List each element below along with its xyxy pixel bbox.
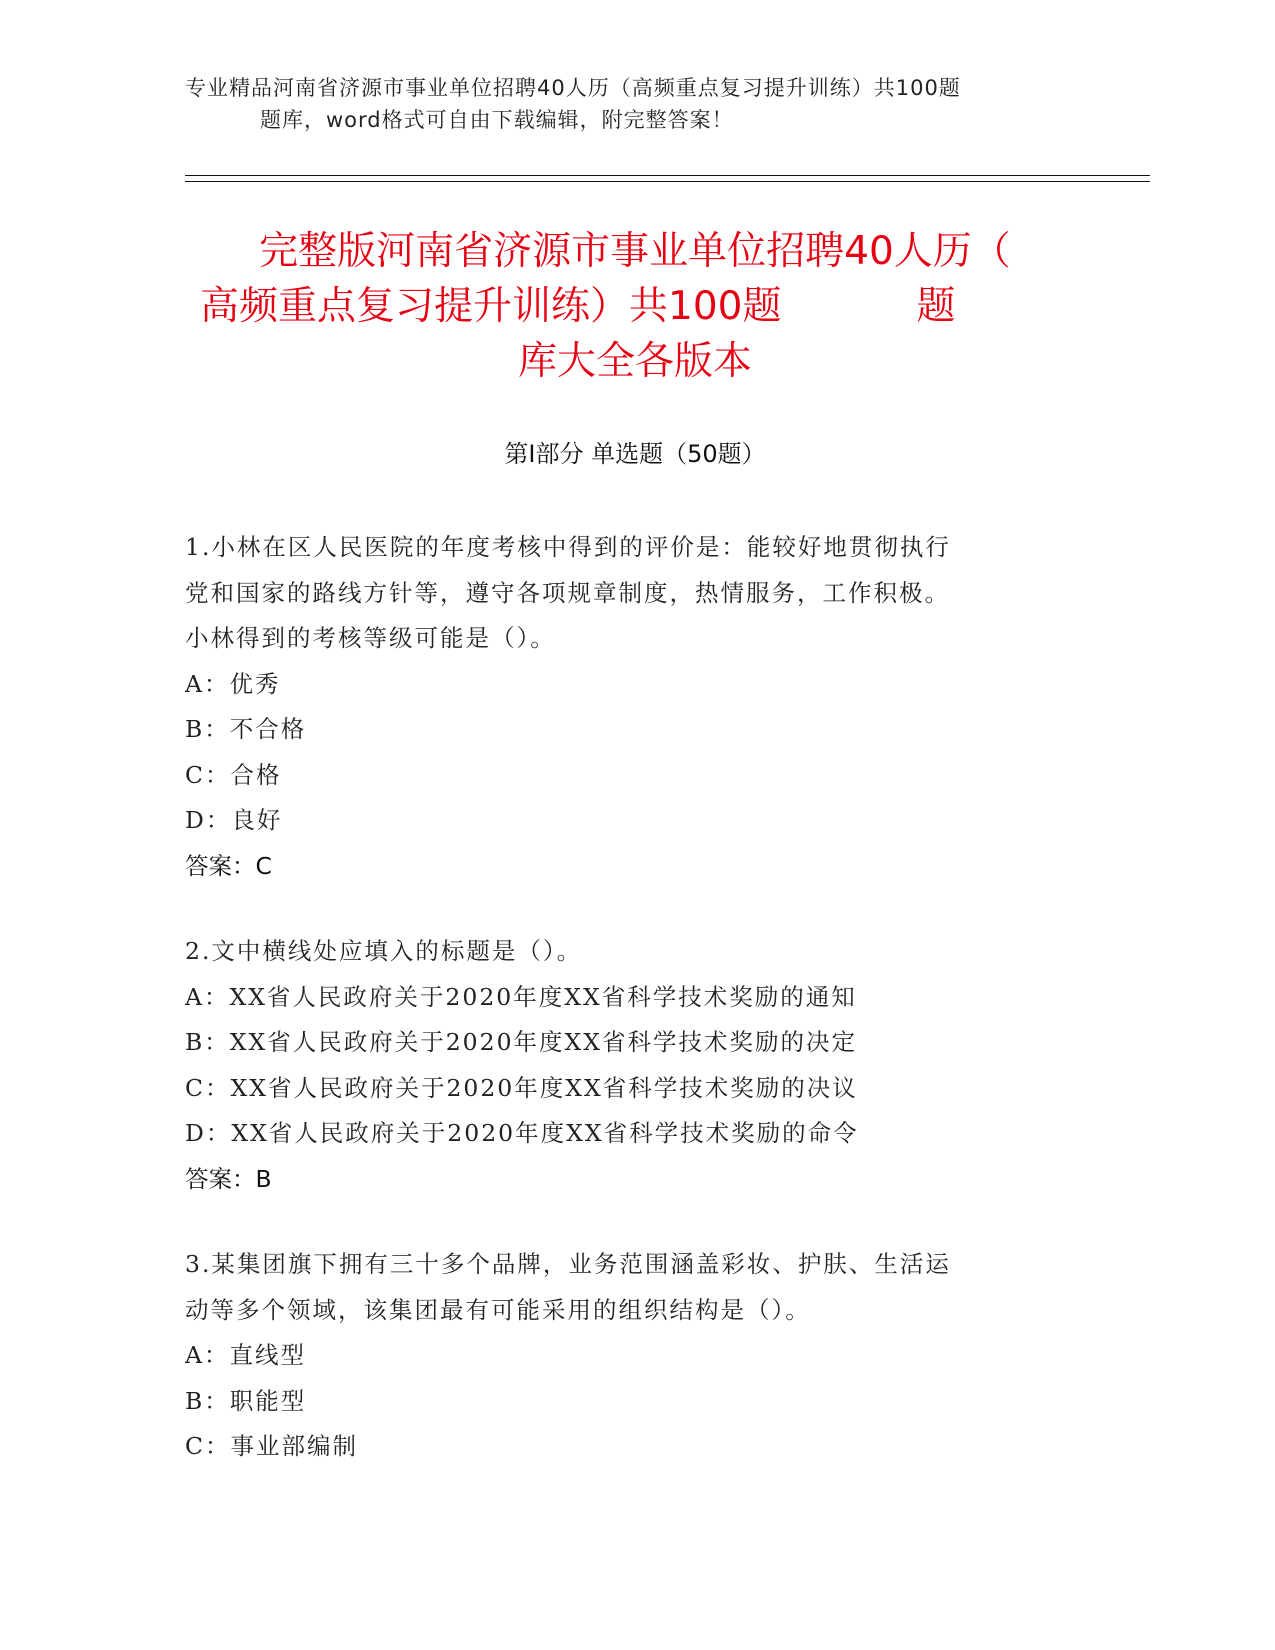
question-text: 动等多个领域，该集团最有可能采用的组织结构是（）。 bbox=[185, 1295, 811, 1324]
answer: 答案：C bbox=[185, 851, 272, 880]
question-text: 2.文中横线处应填入的标题是（）。 bbox=[185, 937, 583, 965]
option-b: B：不合格 bbox=[185, 715, 307, 743]
title-line-2b: 题 bbox=[916, 284, 956, 329]
question-text: 党和国家的路线方针等，遵守各项规章制度，热情服务，工作积极。 bbox=[185, 578, 950, 607]
option-c: C：事业部编制 bbox=[185, 1432, 358, 1460]
header-rule-bottom bbox=[185, 181, 1150, 182]
header-line-1: 专业精品河南省济源市事业单位招聘40人历（高频重点复习提升训练）共100题 bbox=[185, 76, 961, 100]
document-title bbox=[185, 224, 1085, 389]
option-c: C：合格 bbox=[185, 760, 282, 789]
question-text: 3.某集团旗下拥有三十多个品牌，业务范围涵盖彩妆、护肤、生活运 bbox=[185, 1250, 951, 1278]
question-3 bbox=[185, 1242, 1065, 1470]
option-a: A：XX省人民政府关于2020年度XX省科学技术奖励的通知 bbox=[185, 982, 857, 1011]
question-text: 1.小林在区人民医院的年度考核中得到的评价是：能较好地贯彻执行 bbox=[185, 533, 951, 561]
option-b: B：XX省人民政府关于2020年度XX省科学技术奖励的决定 bbox=[185, 1028, 857, 1056]
page-header bbox=[185, 72, 1085, 136]
section-heading: 第Ⅰ部分 单选题（50题） bbox=[504, 440, 766, 468]
title-line-2a: 高频重点复习提升训练）共100题 bbox=[200, 284, 782, 329]
question-2 bbox=[185, 929, 1065, 1242]
question-text: 小林得到的考核等级可能是（）。 bbox=[185, 624, 556, 652]
answer: 答案：B bbox=[185, 1164, 272, 1193]
title-line-1: 完整版河南省济源市事业单位招聘40人历（ bbox=[259, 229, 1011, 274]
option-d: D：良好 bbox=[185, 806, 283, 834]
question-list bbox=[185, 525, 1065, 1470]
header-line-2: 题库，word格式可自由下载编辑，附完整答案！ bbox=[260, 108, 734, 132]
option-c: C：XX省人民政府关于2020年度XX省科学技术奖励的决议 bbox=[185, 1073, 858, 1102]
option-d: D：XX省人民政府关于2020年度XX省科学技术奖励的命令 bbox=[185, 1119, 859, 1147]
option-a: A：直线型 bbox=[185, 1341, 306, 1369]
option-a: A：优秀 bbox=[185, 669, 281, 698]
title-line-2 bbox=[185, 279, 1085, 334]
header-rule-top bbox=[185, 175, 1150, 176]
question-1 bbox=[185, 525, 1065, 929]
option-b: B：职能型 bbox=[185, 1386, 307, 1415]
title-line-3: 库大全各版本 bbox=[517, 339, 752, 384]
